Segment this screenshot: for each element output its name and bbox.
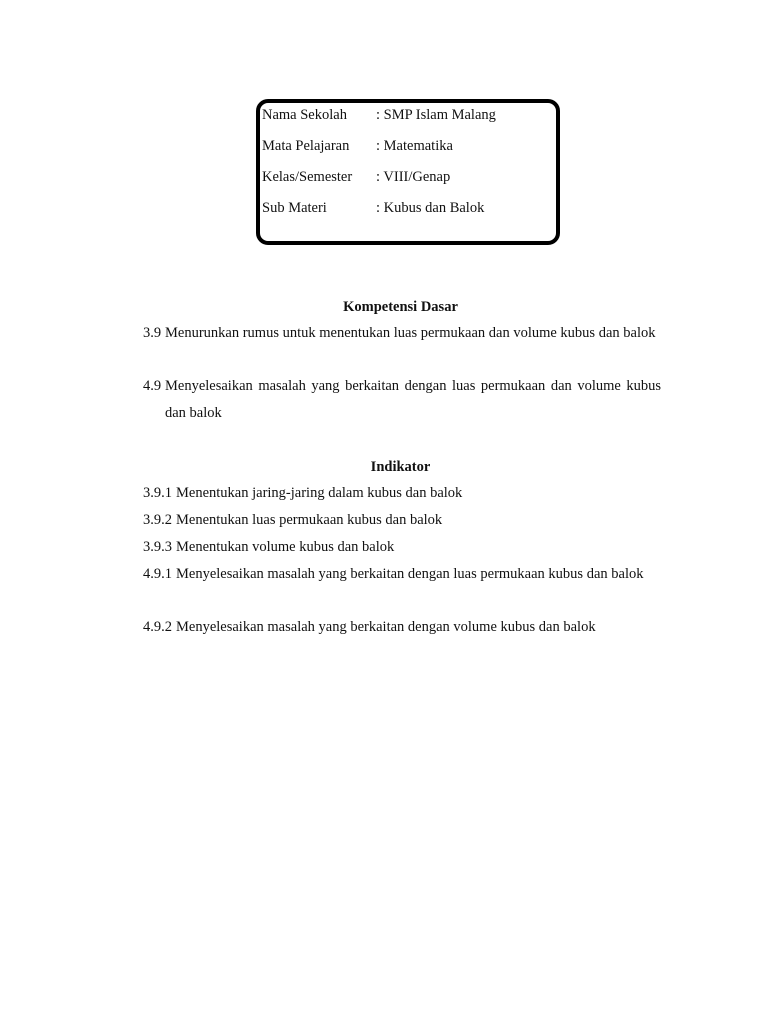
info-label: Sub Materi [262, 200, 327, 216]
item-number: 4.9 [143, 378, 162, 394]
item-number: 4.9.1 [143, 566, 172, 582]
item-text: Menentukan luas permukaan kubus dan balok [176, 512, 443, 528]
item-number: 3.9.2 [143, 512, 172, 528]
info-label: Nama Sekolah [262, 107, 347, 123]
item-text: Menyelesaikan masalah yang berkaitan dengan luas permukaan dan volume kubus dan balok [165, 378, 661, 421]
school-info-box [256, 99, 560, 245]
kompetensi-item [143, 373, 661, 427]
item-text: Menyelesaikan masalah yang berkaitan dengan volume kubus dan balok [176, 619, 596, 635]
item-number: 3.9.1 [143, 485, 172, 501]
item-text: Menentukan jaring-jaring dalam kubus dan balok [176, 485, 463, 501]
info-value: : SMP Islam Malang [376, 107, 496, 123]
indikator-item [143, 614, 661, 641]
item-text: Menyelesaikan masalah yang berkaitan dengan luas permukaan kubus dan balok [176, 566, 644, 582]
indikator-item [143, 561, 661, 588]
indikator-item [143, 507, 661, 534]
info-value: : Matematika [376, 138, 453, 154]
indikator-item [143, 480, 661, 507]
kompetensi-item [143, 320, 661, 347]
info-label: Kelas/Semester [262, 169, 353, 185]
indikator-item [143, 534, 661, 561]
indikator-title: Indikator [370, 459, 431, 475]
item-number: 3.9.3 [143, 539, 172, 555]
item-number: 4.9.2 [143, 619, 172, 635]
item-text: Menurunkan rumus untuk menentukan luas permukaan dan volume kubus dan balok [165, 325, 656, 341]
kompetensi-title: Kompetensi Dasar [343, 299, 458, 315]
info-label: Mata Pelajaran [262, 138, 350, 154]
info-value: : Kubus dan Balok [376, 200, 485, 216]
info-value: : VIII/Genap [376, 169, 451, 185]
item-number: 3.9 [143, 325, 162, 341]
item-text: Menentukan volume kubus dan balok [176, 539, 395, 555]
